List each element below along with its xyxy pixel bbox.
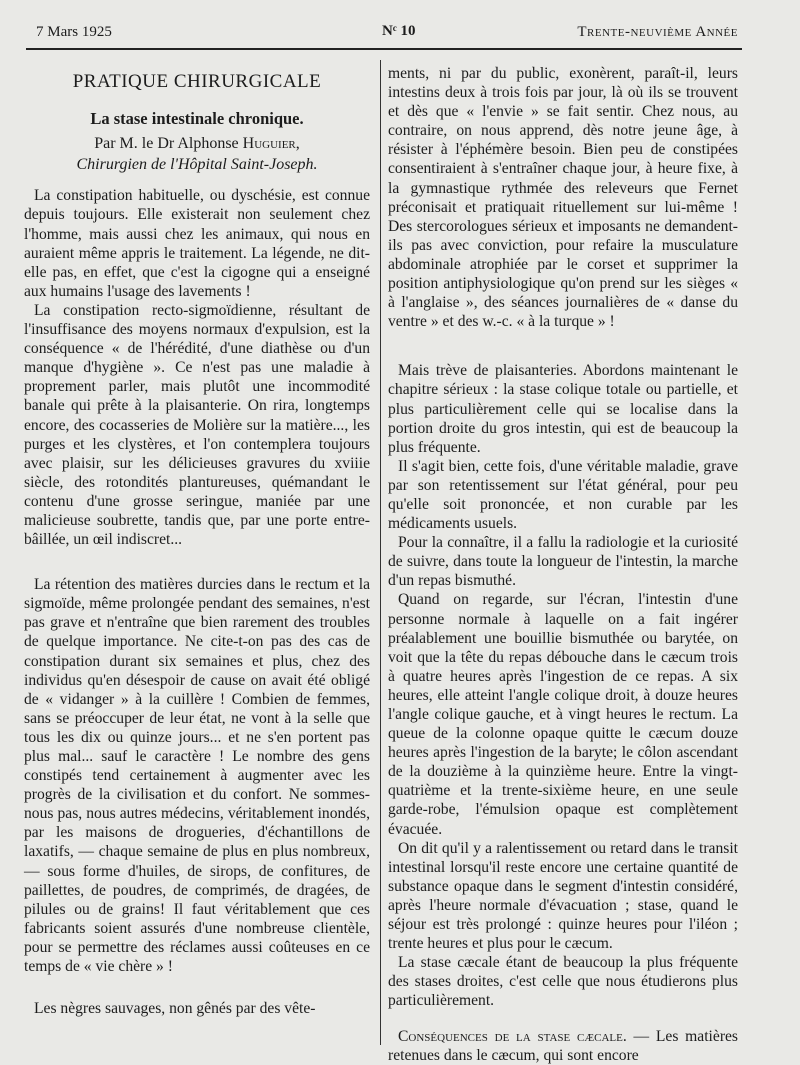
author-affiliation: Chirurgien de l'Hôpital Saint-Joseph. xyxy=(76,156,318,174)
article-title: La stase intestinale chronique. xyxy=(90,109,304,129)
paragraph-text: — Les matières retenues dans le cæcum, qui sont encore xyxy=(388,1027,738,1064)
subsection-heading: Conséquences de la stase cæcale. xyxy=(398,1027,627,1045)
paragraph: Pour la connaître, il a fallu la radiologie et la curiosité de suivre, dans toute la longueur de l'intestin, la marche d'un repas bismuthé. xyxy=(388,534,738,590)
issue-date: 7 Mars 1925 xyxy=(36,24,112,40)
column-divider xyxy=(380,60,381,1045)
paragraph: Il s'agit bien, cette fois, d'une véritable maladie, grave par son retentissement sur l'état général, pour peu qu'elle soit prononcée, et non curable par les médicaments usuels. xyxy=(388,457,738,533)
volume-year: Trente-neuvième Année xyxy=(577,24,738,40)
paragraph: La constipation habituelle, ou dyschésie, est connue depuis toujours. Elle existerait non seulement chez l'homme, mais aussi chez les animaux, qui nous en auraient même appris le traitement. La légende, ne dit-elle pas, en effet, que c'est la cigogne qui a enseigné aux humains l'usage des lavements ! xyxy=(24,187,370,300)
paragraph: On dit qu'il y a ralentissement ou retard dans le transit intestinal lorsqu'il reste encore une certaine quantité de substance opaque dans le segment d'intestin considéré, après l'heure normale d'évacuation ; stase, quand le séjour est très prolongé : quinze heures pour l'iléon ; trente heures et plus pour le cæcum. xyxy=(388,839,738,953)
page-header xyxy=(26,24,738,46)
issue-number: Nᶜ 10 xyxy=(382,23,416,39)
article-author xyxy=(24,134,370,153)
author-name: Huguier, xyxy=(242,135,300,153)
right-column xyxy=(388,64,738,1065)
paragraph: La rétention des matières durcies dans le rectum et la sigmoïde, même prolongée pendant des semaines, n'est pas grave et n'entraîne que bien rarement des troubles de quelque importance. Ne cite-t-on pas des cas de constipation durant six semaines et plus, chez des individus qu'en désespoir de cause on avait été obligé de « vidanger » à la cuillère ! Combien de femmes, sans se préoccuper de leur état, ne vont à la selle que tous les dix ou quinze jours... et ne s'en portent pas plus mal... sauf le caractère ! Le nombre des gens constipés tend certainement à augmenter avec les progrès de la civilisation et du confort. Ne sommes-nous pas, nous autres médecins, véritablement inondés, par les maisons de drogueries, d'échantillons de laxatifs, — chaque semaine de plus en plus nombreux, — sous forme d'huiles, de sirops, de confitures, de paillettes, de poudres, de comprimés, de dragées, de pilules ou de grains! Il faut véritablement que ces fabricants soient assurés d'une nombreuse clientèle, pour se permettre des réclames aussi coûteuses en ce temps de « vie chère » ! xyxy=(24,576,370,976)
author-prefix: Par M. le Dr Alphonse xyxy=(94,135,243,153)
section-heading: PRATIQUE CHIRURGICALE xyxy=(72,71,322,92)
paragraph: Quand on regarde, sur l'écran, l'intestin d'une personne normale à laquelle on a fait ingérer préalablement une bouillie bismuthée ou barytée, on voit que la tête du repas débouche dans le cæcum trois à quatre heures après l'ingestion de ce repas. A six heures, elle atteint l'angle colique droit, à douze heures l'angle colique gauche, et à vingt heures le rectum. La queue de la colonne opaque quitte le cæcum douze heures après l'ingestion de la baryte; le côlon ascendant de la douzième à la quinzième heure. Entre la vingt-quatrième et la trente-sixième heure, en une seule garde-robe, l'émulsion opaque est complètement évacuée. xyxy=(388,591,738,838)
paragraph: Les nègres sauvages, non gênés par des vête- xyxy=(34,1000,316,1018)
paragraph: Mais trève de plaisanteries. Abordons maintenant le chapitre sérieux : la stase colique totale ou partielle, et plus particulièrement celle qui se localise dans la portion droite du gros intestin, qui est de beaucoup la plus fréquente. xyxy=(388,362,738,456)
left-column xyxy=(24,66,370,1018)
paragraph: La constipation recto-sigmoïdienne, résultant de l'insuffisance des moyens normaux d'expulsion, est la conséquence « de l'hérédité, d'une diathèse ou d'un manque d'hygiène ». Ce n'est pas une maladie à proprement parler, mais plutôt une incommodité banale qui prête à la plaisanterie. On rira, longtemps encore, des cocasseries de Molière sur la matière..., les purges et les clystères, et l'on contemplera toujours avec plaisir, sur les délicieuses gravures du xviiie siècle, des rotondités plantureuses, quémandant le contenu d'une grosse seringue, maniée par une malicieuse soubrette, tandis que, par une porte entre-bâillée, un œil indiscret... xyxy=(24,301,370,549)
header-rule xyxy=(26,48,742,50)
paragraph: La stase cæcale étant de beaucoup la plus fréquente des stases droites, c'est celle que nous étudierons plus particulièrement. xyxy=(388,954,738,1010)
paragraph: ments, ni par du public, exonèrent, paraît-il, leurs intestins deux à trois fois par jour, là où ils se trouvent et dès que « l'envie » se fait sentir. Chez nous, au contraire, on nous apprend, dès notre jeune âge, à résister à l'éphémère besoin. Bien peu de constipées consentiraient à s'entraîner chaque jour, à heure fixe, à la gymnastique rythmée des releveurs que Fernet préconisait et pratiquait rituellement sur lui-même ! Des stercorologues sérieux et imposants ne demandent-ils pas avec conviction, pour refaire la musculature abdominale atrophiée par le corset et supprimer la position antiphysiologique qu'on prend sur les sièges « à l'anglaise », des séances journalières de « danse du ventre » et des w.-c. « à la turque » ! xyxy=(388,65,738,331)
